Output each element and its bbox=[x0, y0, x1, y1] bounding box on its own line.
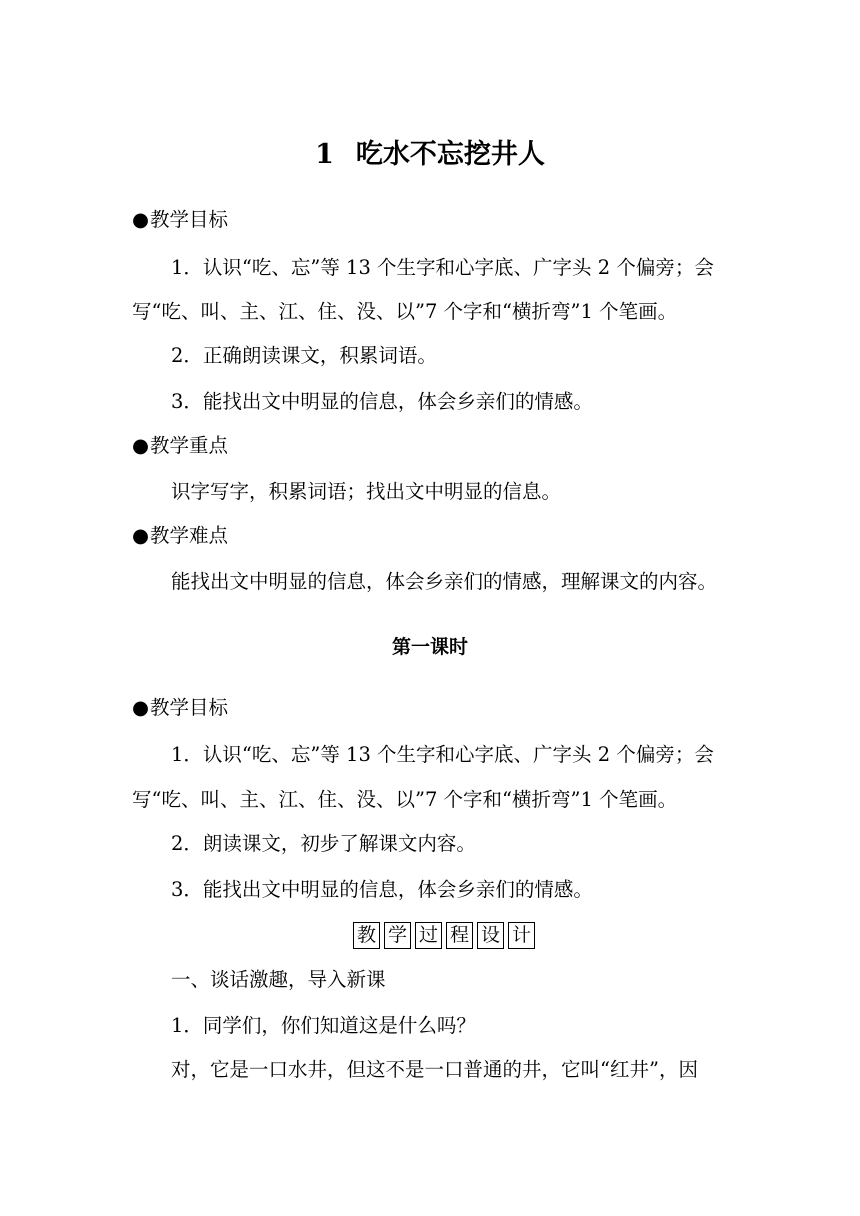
difficulty-heading-text: 教学难点 bbox=[150, 524, 229, 547]
boxed-char: 教 bbox=[353, 922, 380, 949]
process-design-label bbox=[353, 922, 539, 949]
key-points-text: 识字写字，积累词语；找出文中明显的信息。 bbox=[171, 480, 562, 503]
lesson-number: 1 bbox=[315, 139, 334, 170]
boxed-char: 过 bbox=[415, 922, 442, 949]
goal-3: 3．能找出文中明显的信息，体会乡亲们的情感。 bbox=[171, 390, 593, 413]
step-1-heading: 一、谈话激趣，导入新课 bbox=[171, 968, 386, 991]
bullet-icon: ● bbox=[132, 208, 150, 231]
lesson-title-text: 吃水不忘挖井人 bbox=[355, 139, 545, 170]
boxed-char: 设 bbox=[477, 922, 504, 949]
bullet-icon: ● bbox=[132, 696, 150, 719]
question-1: 1．同学们，你们知道这是什么吗？ bbox=[171, 1014, 476, 1037]
goal-2-3: 3．能找出文中明显的信息，体会乡亲们的情感。 bbox=[171, 878, 593, 901]
goals-heading-2 bbox=[132, 694, 732, 722]
lesson-period-title: 第一课时 bbox=[391, 636, 468, 658]
answer-paragraph: 对，它是一口水井，但这不是一口普通的井，它叫“红井”，因 bbox=[171, 1058, 698, 1081]
difficulty-heading bbox=[132, 522, 732, 550]
goal-2-1-line-2: 写“吃、叫、主、江、住、没、以”7 个字和“横折弯”1 个笔画。 bbox=[132, 788, 678, 811]
goal-1-line-2: 写“吃、叫、主、江、住、没、以”7 个字和“横折弯”1 个笔画。 bbox=[132, 300, 678, 323]
key-points-heading bbox=[132, 432, 732, 460]
goal-2: 2．正确朗读课文，积累词语。 bbox=[171, 344, 437, 367]
bullet-icon: ● bbox=[132, 524, 150, 547]
boxed-char: 程 bbox=[446, 922, 473, 949]
key-points-heading-text: 教学重点 bbox=[150, 434, 229, 457]
boxed-char: 学 bbox=[384, 922, 411, 949]
goals-heading bbox=[132, 206, 732, 234]
bullet-icon: ● bbox=[132, 434, 150, 457]
goal-2-1-line-1: 1．认识“吃、忘”等 13 个生字和心字底、广字头 2 个偏旁；会 bbox=[171, 743, 714, 766]
difficulty-text: 能找出文中明显的信息，体会乡亲们的情感，理解课文的内容。 bbox=[171, 570, 718, 593]
goals-heading-2-text: 教学目标 bbox=[150, 696, 229, 719]
page-title bbox=[0, 132, 860, 171]
boxed-char: 计 bbox=[508, 922, 535, 949]
goal-1-line-1: 1．认识“吃、忘”等 13 个生字和心字底、广字头 2 个偏旁；会 bbox=[171, 256, 714, 279]
goals-heading-text: 教学目标 bbox=[150, 208, 229, 231]
goal-2-2: 2．朗读课文，初步了解课文内容。 bbox=[171, 832, 476, 855]
